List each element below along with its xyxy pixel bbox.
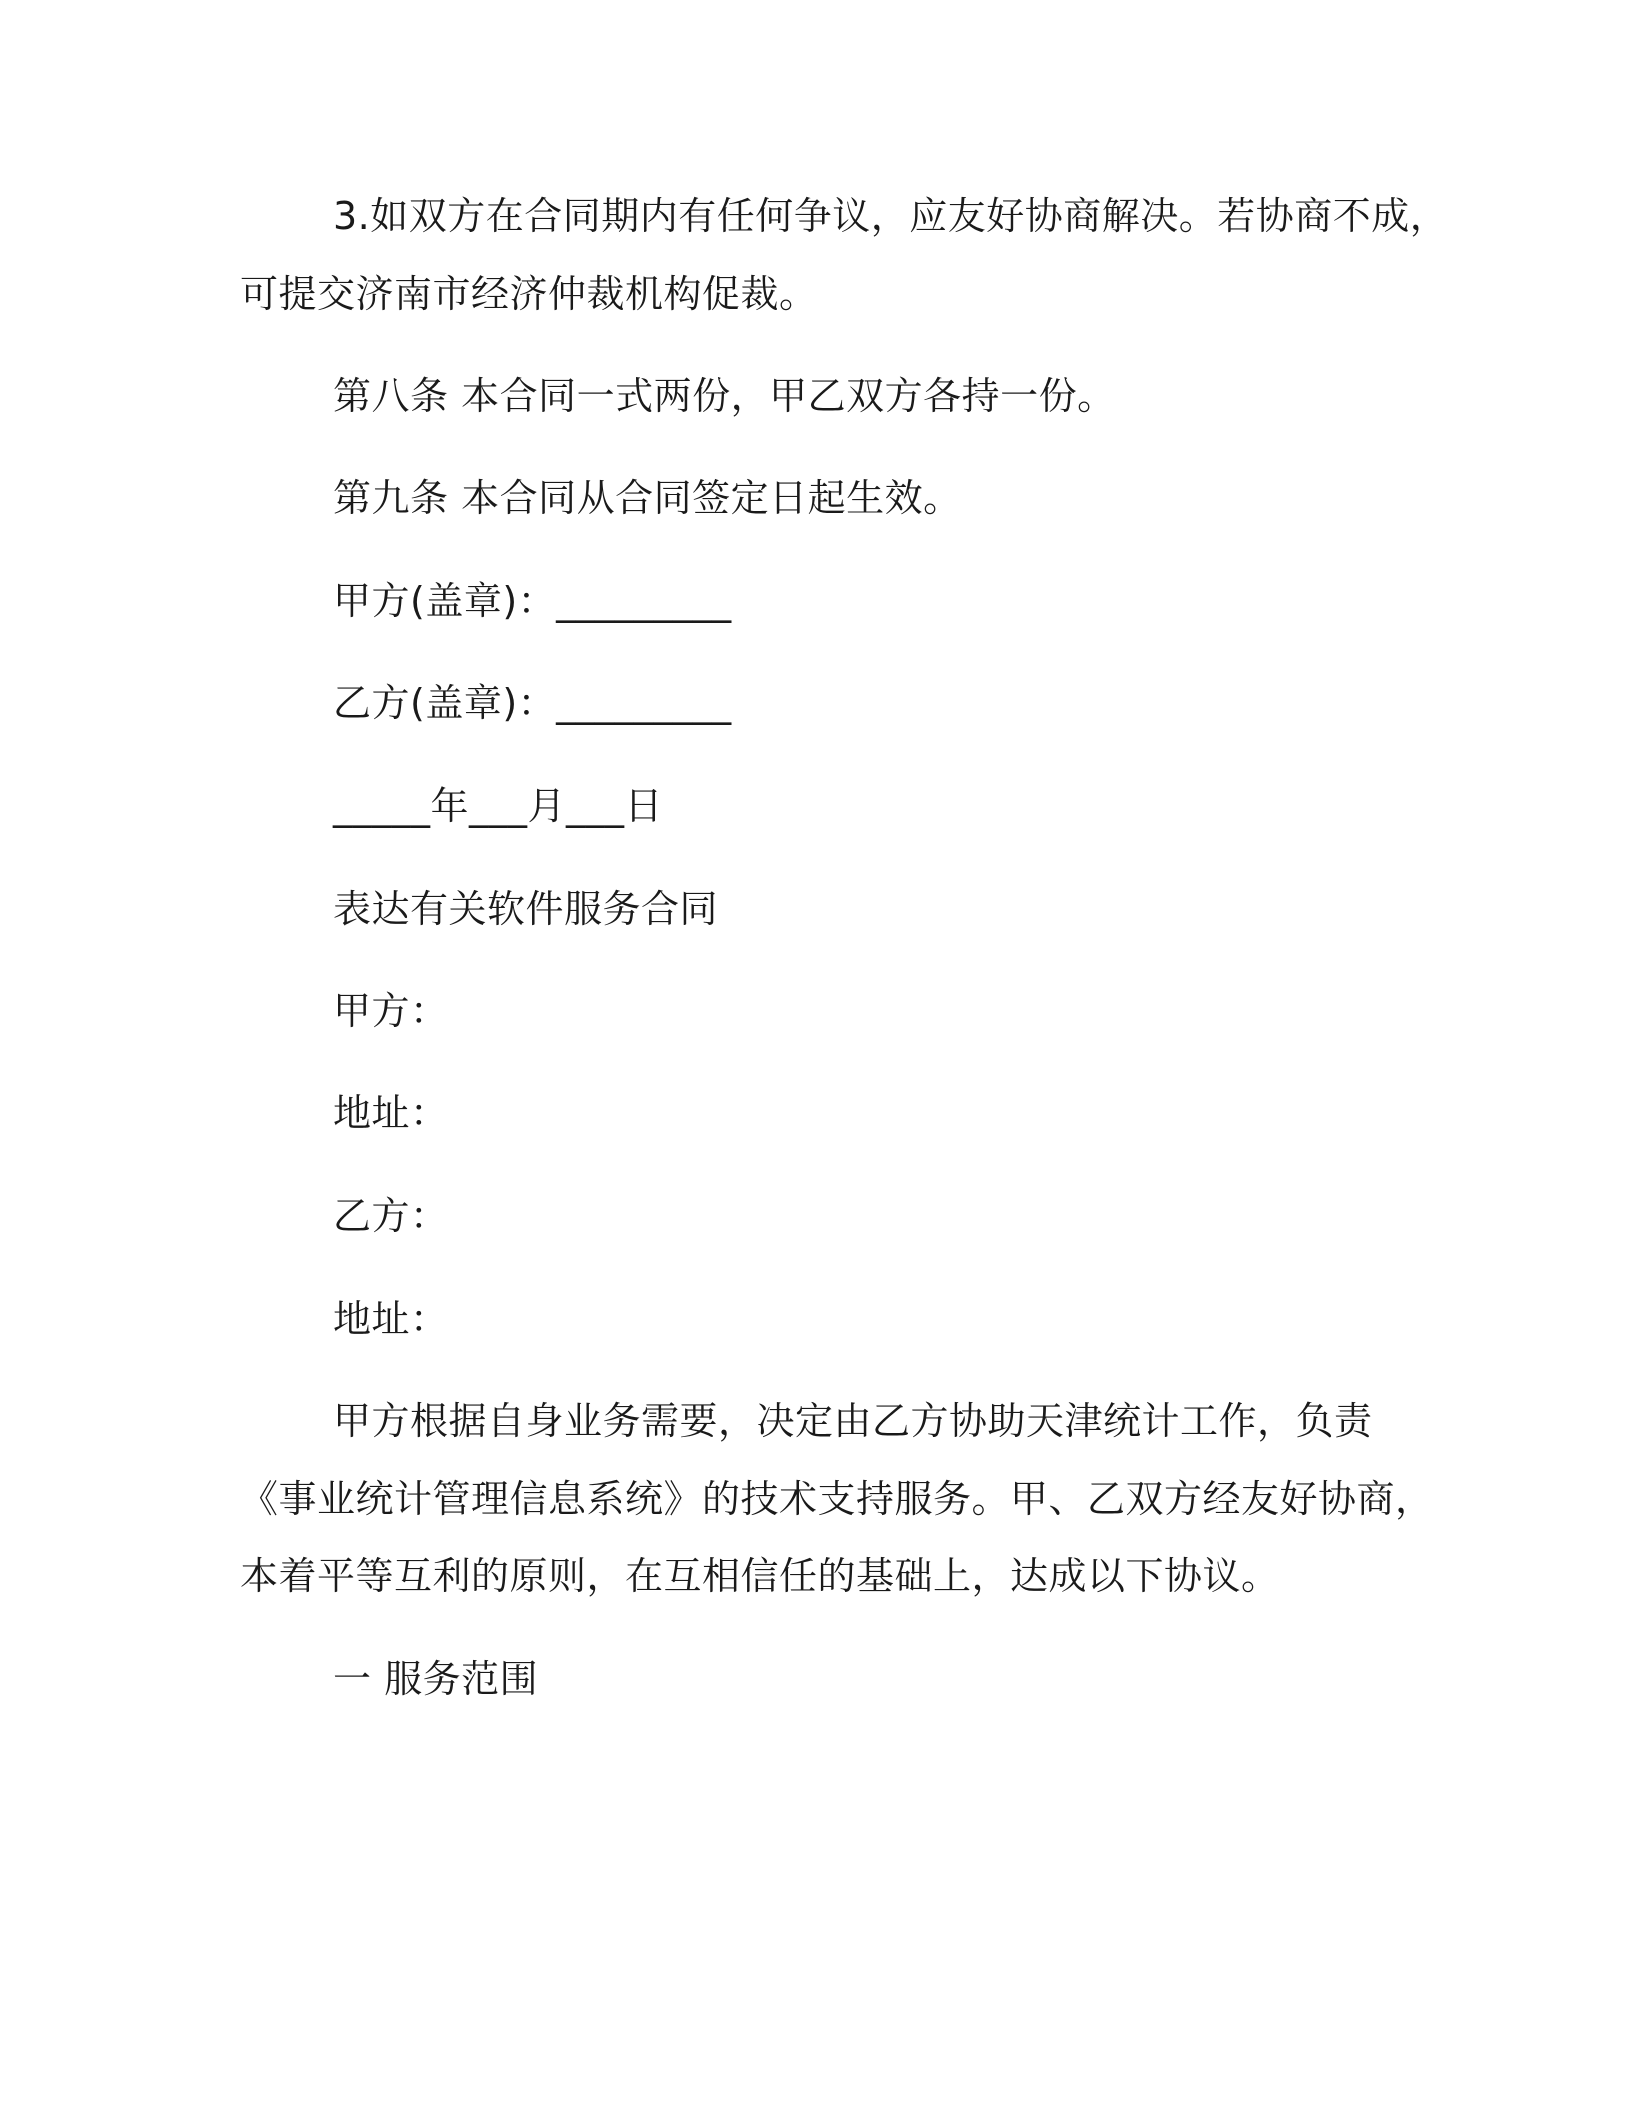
article-8: 第八条 本合同一式两份，甲乙双方各持一份。 <box>333 374 1116 418</box>
clause-7-3-line-1: 3.如双方在合同期内有任何争议，应友好协商解决。若协商不成， <box>333 194 1449 238</box>
preamble-line-3: 本着平等互利的原则，在互相信任的基础上，达成以下协议。 <box>240 1554 1280 1598</box>
party-a-address-label: 地址： <box>333 1091 449 1135</box>
section-1-heading: 一 服务范围 <box>333 1657 539 1701</box>
party-b-seal-line: 乙方(盖章)：_________ <box>333 681 732 725</box>
signing-date-line: _____年___月___日 <box>333 784 664 828</box>
clause-7-3-line-2: 可提交济南市经济仲裁机构促裁。 <box>240 272 818 316</box>
preamble-line-2: 《事业统计管理信息系统》的技术支持服务。甲、乙双方经友好协商， <box>240 1477 1434 1521</box>
article-9: 第九条 本合同从合同签定日起生效。 <box>333 476 962 520</box>
party-a-seal-line: 甲方(盖章)：_________ <box>333 579 732 623</box>
party-a-label: 甲方： <box>333 989 449 1033</box>
contract-title: 表达有关软件服务合同 <box>333 887 719 931</box>
party-b-label: 乙方： <box>333 1194 449 1238</box>
party-b-address-label: 地址： <box>333 1297 449 1341</box>
preamble-line-1: 甲方根据自身业务需要，决定由乙方协助天津统计工作，负责 <box>333 1399 1373 1443</box>
